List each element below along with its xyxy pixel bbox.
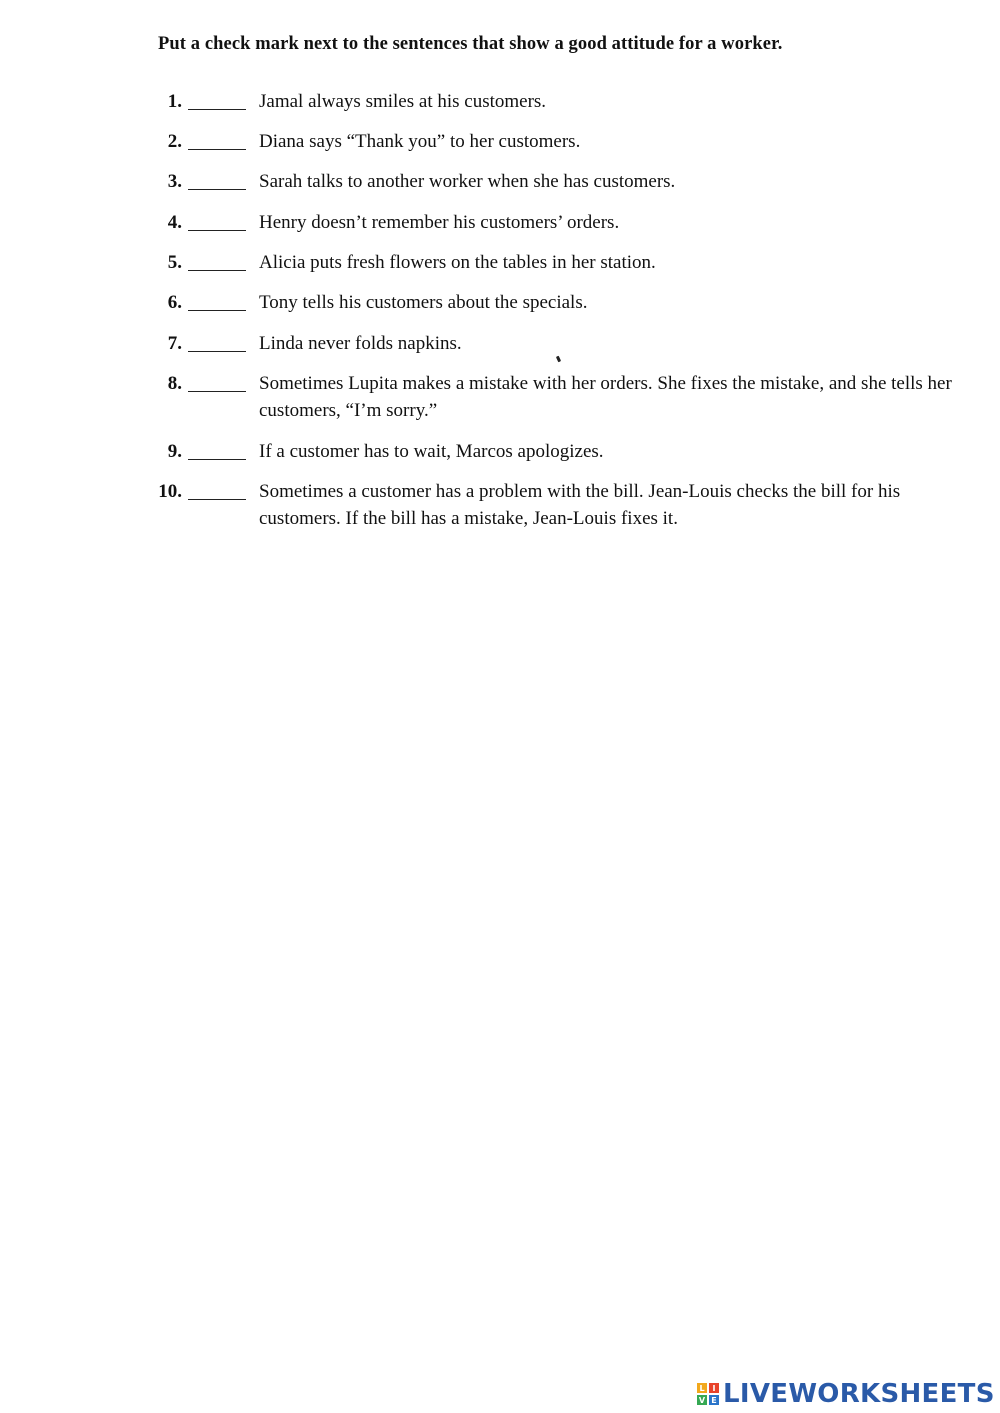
answer-blank[interactable]	[188, 209, 246, 231]
answer-blank[interactable]	[188, 168, 246, 190]
logo-text: LIVEWORKSHEETS	[723, 1379, 995, 1409]
answer-blank[interactable]	[188, 438, 246, 460]
item-number: 4.	[167, 212, 182, 233]
answer-blank[interactable]	[188, 370, 246, 392]
logo-letter: L	[697, 1383, 707, 1393]
item-number: 5.	[167, 252, 182, 273]
logo-letter: E	[709, 1395, 719, 1405]
answer-blank[interactable]	[188, 128, 246, 150]
item-number: 7.	[167, 333, 182, 354]
item-text: Henry doesn’t remember his customers’ orders.	[259, 212, 620, 233]
item-text: Sometimes Lupita makes a mistake with her orders. She fixes the mistake, and she tells her customers, “I’m sorry.”	[259, 373, 952, 421]
answer-blank[interactable]	[188, 289, 246, 311]
item-number: 3.	[167, 171, 182, 192]
logo-letter: V	[698, 1395, 706, 1405]
item-text: Sarah talks to another worker when she has customers.	[259, 171, 676, 192]
item-number: 1.	[167, 91, 182, 112]
answer-blank[interactable]	[188, 478, 246, 500]
answer-blank[interactable]	[188, 330, 246, 352]
logo-letter: I	[709, 1383, 719, 1393]
item-text: Tony tells his customers about the specials.	[259, 292, 588, 313]
item-text: Sometimes a customer has a problem with the bill. Jean-Louis checks the bill for his customers. If the bill has a mistake, Jean-Louis fixes it.	[259, 481, 901, 529]
answer-blank[interactable]	[188, 88, 246, 110]
item-text: Linda never folds napkins.	[259, 333, 462, 354]
item-number: 8.	[167, 373, 182, 394]
instructions-heading: Put a check mark next to the sentences that show a good attitude for a worker.	[158, 34, 783, 54]
item-number: 9.	[167, 441, 182, 462]
item-number: 6.	[167, 292, 182, 313]
item-text: Jamal always smiles at his customers.	[259, 91, 547, 112]
item-number: 2.	[167, 131, 182, 152]
logo-icon	[697, 1383, 719, 1405]
item-number: 10.	[158, 481, 182, 502]
item-text: Diana says “Thank you” to her customers.	[259, 131, 581, 152]
answer-blank[interactable]	[188, 249, 246, 271]
item-text: If a customer has to wait, Marcos apologizes.	[259, 441, 604, 462]
liveworksheets-logo[interactable]	[697, 1378, 995, 1410]
item-text: Alicia puts fresh flowers on the tables in her station.	[259, 252, 656, 273]
